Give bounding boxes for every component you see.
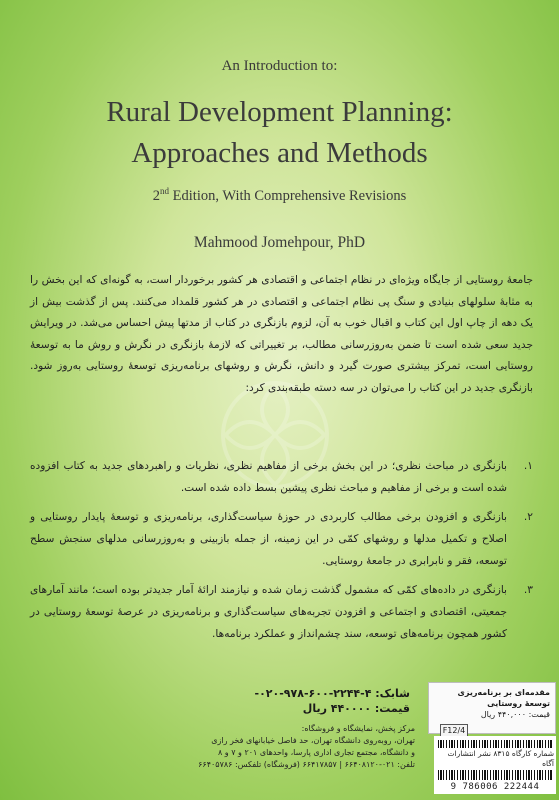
- list-item-number: ۱.: [523, 460, 533, 472]
- inventory-code: F12/4: [440, 724, 468, 738]
- sticker-title: مقدمه‌ای بر برنامه‌ریزی توسعهٔ روستایی: [457, 688, 550, 708]
- barcode-digits: 9 786006 222444: [450, 782, 540, 792]
- list-item: [30, 455, 533, 499]
- list-item-text: بازنگری در مباحث نظری؛ در این بخش برخی از مفاهیم نظری، نظریات و راهبردهای جدید به کتاب افزوده شده است و برخی از مفاهیم و مباحث نظری پیشین بسط داده شده است.: [30, 460, 507, 494]
- list-item-text: بازنگری و افزودن برخی مطالب کاربردی در حوزهٔ سیاست‌گذاری، برنامه‌ریزی و توسعهٔ پایدار روستایی و اصلاح و تکمیل مدلها و روشهای کمّی در این زمینه، از جمله بازبینی و به‌روزرسانی مدلهای سنجش سطح توسعه، فقر و نابرابری در جامعهٔ روستایی.: [30, 511, 507, 567]
- edition-line: [0, 186, 559, 205]
- book-title: [0, 92, 559, 174]
- publisher-line: تلفن: ۰۲۱-۶۶۴۰۸۱۲۰ | ۶۶۴۱۷۸۵۷ (فروشگاه) تلفکس: ۶۶۴۰۵۷۸۶: [198, 760, 415, 769]
- list-item: [30, 506, 533, 572]
- intro-line: An Introduction to:: [221, 58, 338, 74]
- revision-list: [30, 455, 533, 652]
- list-item-text: بازنگری در داده‌های کمّی که مشمول گذشت زمان شده و نیازمند ارائهٔ آمار جدیدتر بوده است؛ مانند آمارهای جمعیتی، اقتصادی و اجتماعی و افزودن تجربه‌های سیاست‌گذاری و برنامه‌ریزی در عرصهٔ توسعهٔ روستایی در کشور همچون برنامه‌های توسعه، سند چشم‌انداز و عملکرد برنامه‌ها.: [30, 584, 507, 640]
- publisher-line: و دانشگاه، مجتمع تجاری اداری پارسا، واحدهای ۲۰۱ و ۷ و ۸: [217, 748, 415, 757]
- list-item: [30, 579, 533, 645]
- publisher-info: [115, 723, 415, 771]
- author-name: Mahmood Jomehpour, PhD: [193, 234, 366, 251]
- publisher-line: تهران، روبه‌روی دانشگاه تهران، حد فاصل خیابانهای فخر رازی: [211, 736, 415, 745]
- isbn-text: شابک: ۴-۲۲۴۴-۶۰۰-۹۷۸-۰۲۰-: [254, 687, 410, 700]
- list-item-number: ۳.: [523, 584, 533, 596]
- intro-paragraph: جامعهٔ روستایی از جایگاه ویژه‌ای در نظام اجتماعی و اقتصادی هر کشور برخوردار است، به گونه‌ای که این بخش را به مثابهٔ سلولهای بنیادی و سنگ پی نظام اجتماعی و اقتصادی در هر کشور قلمداد می‌کنند. پس از گذشت بیش از یک دهه از چاپ اول این کتاب و اقبال خوب به آن، لزوم بازنگری در کتاب از مدتها پیش احساس می‌شد. در ویرایش جدید سعی شده است تا ضمن به‌روزرسانی مطالب، بر تغییراتی که لازمهٔ بازنگری در نگرش و روش ما به توسعهٔ روستایی است، تمرکز بیشتری صورت گیرد و دانش، نگرش و روشهای برنامه‌ریزی توسعهٔ روستایی به‌روز شود. بازنگری جدید در این کتاب را می‌توان در سه دسته طبقه‌بندی کرد:: [30, 274, 533, 394]
- title-line-2: Approaches and Methods: [131, 137, 428, 169]
- edition-number: 2: [152, 187, 161, 204]
- sticker-price: قیمت: ۴۴۰,۰۰۰ ریال: [480, 710, 550, 719]
- isbn-price-block: [230, 686, 410, 716]
- edition-suffix: nd: [160, 186, 170, 196]
- barcode-label: شماره کارگاه ۸۳۱۵ نشر انتشارات آگاه: [436, 748, 556, 770]
- price-text: قیمت: ۴۴۰۰۰۰ ریال: [302, 702, 410, 715]
- edition-text: Edition, With Comprehensive Revisions: [169, 187, 407, 204]
- publisher-line: مرکز پخش، نمایشگاه و فروشگاه:: [301, 724, 415, 733]
- title-line-1: Rural Development Planning:: [106, 96, 453, 128]
- list-item-number: ۲.: [523, 511, 533, 523]
